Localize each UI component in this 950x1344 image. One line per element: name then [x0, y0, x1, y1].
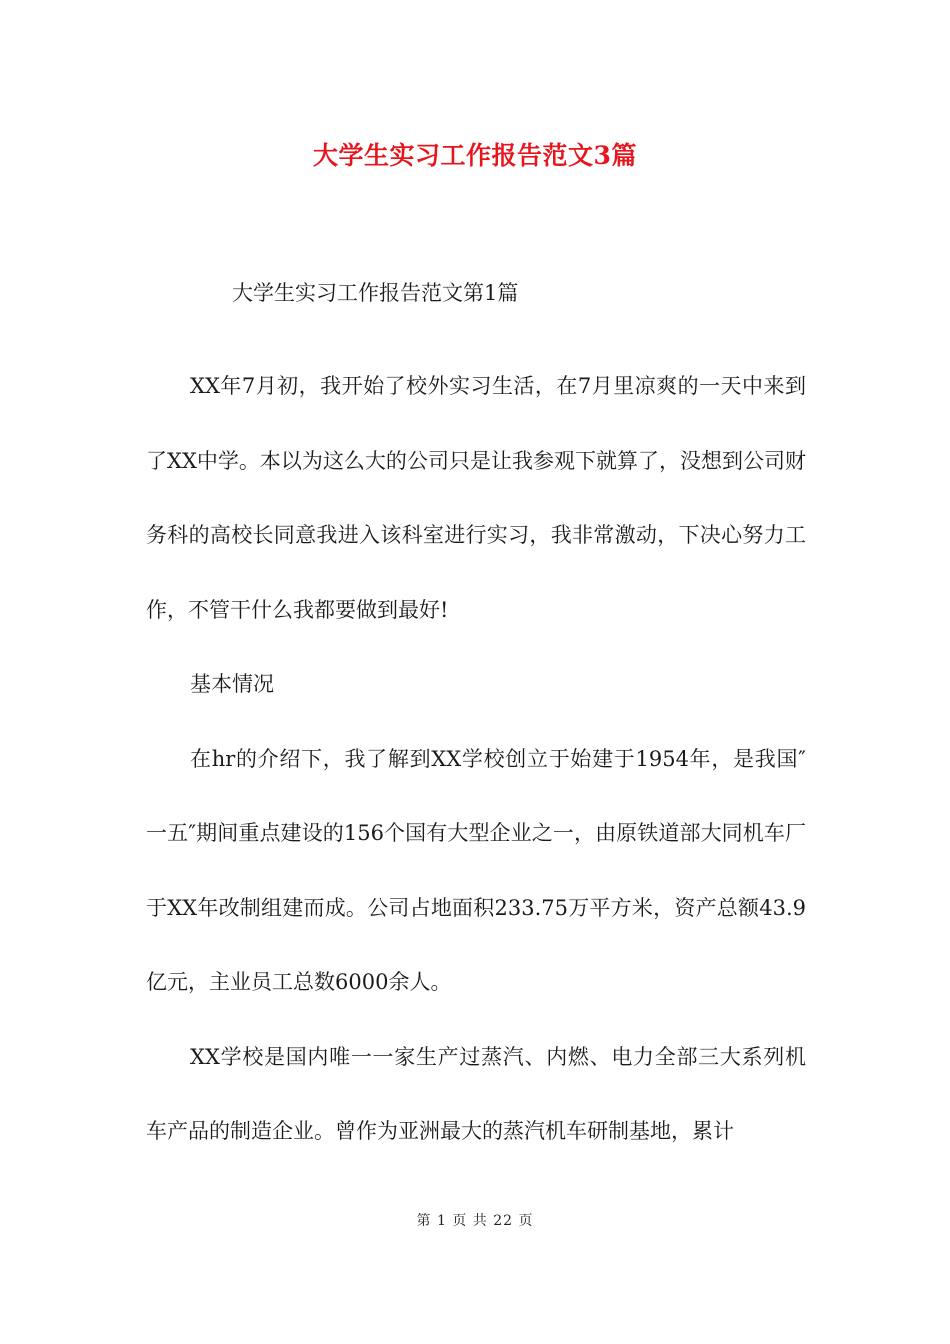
page-footer: 第 1 页 共 22 页: [416, 1213, 534, 1229]
document-title: 大学生实习工作报告范文3篇: [313, 141, 637, 170]
document-body: [146, 275, 806, 1169]
subheading-basic-info: 基本情况: [190, 672, 274, 696]
section-heading: 大学生实习工作报告范文第1篇: [232, 281, 519, 305]
paragraph-intro: XX年7月初，我开始了校外实习生活，在7月里凉爽的一天中来到了XX中学。本以为这么大的公司只是让我参观下就算了，没想到公司财务科的高校长同意我进入该科室进行实习，我非常激动，下决心努力工作，不管干什么我都要做到最好!: [146, 374, 806, 622]
paragraph-school-history: 在hr的介绍下，我了解到XX学校创立于始建于1954年，是我国″一五″期间重点建设的156个国有大型企业之一，由原铁道部大同机车厂于XX年改制组建而成。公司占地面积233.75万平方米，资产总额43.9亿元，主业员工总数6000余人。: [146, 746, 806, 994]
paragraph-school-products: XX学校是国内唯一一家生产过蒸汽、内燃、电力全部三大系列机车产品的制造企业。曾作为亚洲最大的蒸汽机车研制基地，累计: [146, 1044, 806, 1143]
